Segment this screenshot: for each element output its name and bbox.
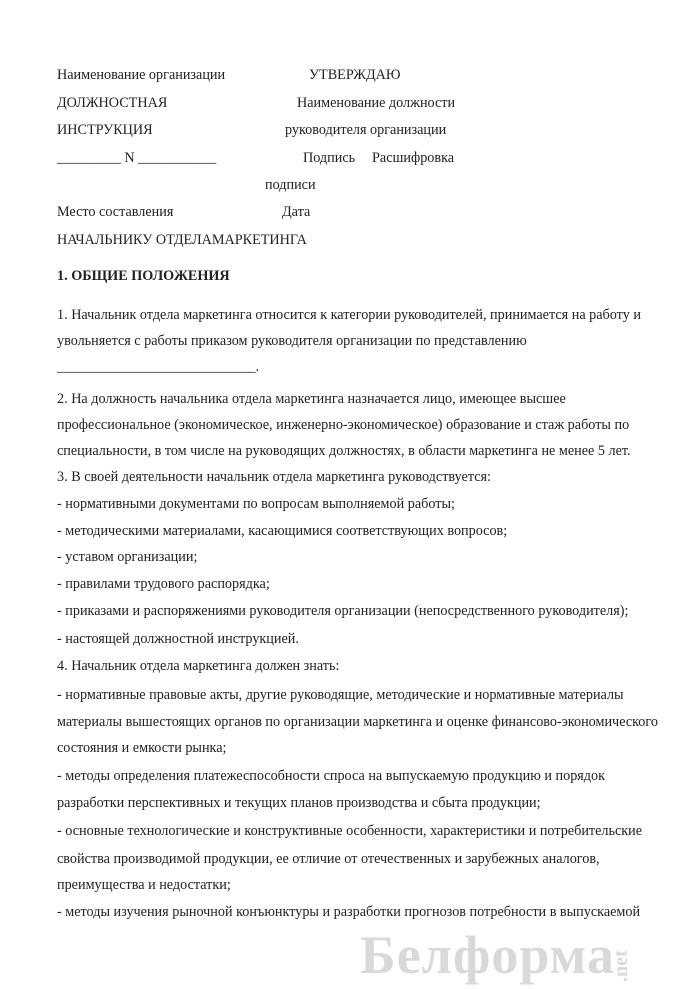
org-name: Наименование организации (57, 67, 226, 83)
text-line: преимущества и недостатки; (57, 877, 231, 893)
place-label: Место составления (57, 204, 174, 220)
text-line: - приказами и распоряжениями руководителя организации (непосредственного руководителя); (57, 603, 629, 619)
text-line: - нормативными документами по вопросам выполняемой работы; (57, 496, 455, 512)
text-line: 1. Начальник отдела маркетинга относится к категории руководителей, принимается на работу и (57, 307, 641, 323)
text-line: - основные технологические и конструктивные особенности, характеристики и потребительские (57, 823, 643, 839)
document-title: НАЧАЛЬНИКУ ОТДЕЛАМАРКЕТИНГА (57, 232, 307, 248)
text-line: 4. Начальник отдела маркетинга должен знать: (57, 658, 340, 674)
signature-label-2: подписи (265, 177, 316, 193)
head-of-org: руководителя организации (285, 122, 447, 138)
text-line: - правилами трудового распорядка; (57, 576, 270, 592)
text-line: - методическими материалами, касающимися соответствующих вопросов; (57, 523, 508, 539)
watermark-suffix: .net (610, 950, 632, 982)
number-line: _________ N ___________ (57, 150, 217, 166)
text-line: состояния и емкости рынка; (57, 740, 227, 756)
position-name: Наименование должности (297, 95, 456, 111)
decoding-label: Расшифровка (372, 150, 455, 166)
text-line: материалы вышестоящих органов по организации маркетинга и оценке финансово-экономического (57, 714, 658, 730)
approve-label: УТВЕРЖДАЮ (309, 67, 401, 83)
text-line: разработки перспективных и текущих планов производства и сбыта продукции; (57, 795, 541, 811)
date-label: Дата (282, 204, 311, 220)
text-line: - настоящей должностной инструкцией. (57, 631, 299, 647)
text-line: профессиональное (экономическое, инженерно-экономическое) образование и стаж работы по (57, 417, 630, 433)
text-line: - методы изучения рыночной конъюнктуры и разработки прогнозов потребности в выпускаемой (57, 904, 641, 920)
text-line: 2. На должность начальника отдела маркетинга назначается лицо, имеющее высшее (57, 391, 566, 407)
text-line: - уставом организации; (57, 549, 198, 565)
section-heading: 1. ОБЩИЕ ПОЛОЖЕНИЯ (57, 268, 230, 284)
text-line: - методы определения платежеспособности спроса на выпускаемую продукцию и порядок (57, 768, 606, 784)
watermark-main: Белформа (360, 925, 615, 985)
signature-label: Подпись (303, 150, 356, 166)
text-line: 3. В своей деятельности начальник отдела маркетинга руководствуется: (57, 469, 491, 485)
doc-type-line-2: ИНСТРУКЦИЯ (57, 122, 153, 138)
doc-type-line-1: ДОЛЖНОСТНАЯ (57, 95, 168, 111)
text-line: свойства производимой продукции, ее отличие от отечественных и зарубежных аналогов, (57, 851, 600, 867)
text-line: увольняется с работы приказом руководителя организации по представлению (57, 333, 527, 349)
text-line: специальности, в том числе на руководящих должностях, в области маркетинга не менее 5 лет. (57, 443, 631, 459)
text-line: ____________________________. (57, 359, 260, 375)
text-line: - нормативные правовые акты, другие руководящие, методические и нормативные материалы (57, 687, 624, 703)
